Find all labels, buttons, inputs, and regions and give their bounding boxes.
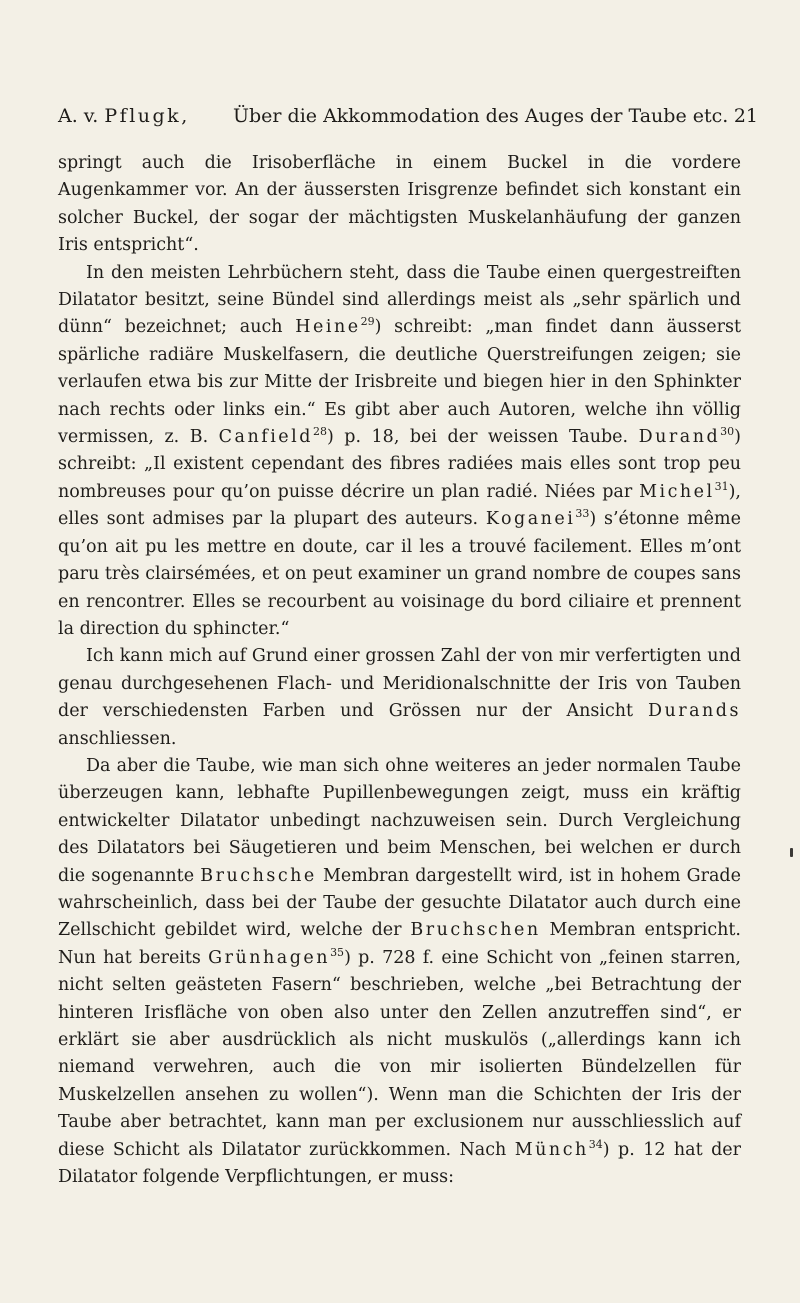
paragraph-2-text-6: ) s’étonne même qu’on ait pu les mettre en doute, car il les a trouvé facilement. Elles m’ont paru très clairsémées, et on peut examiner un grand nombre de coupes sans en rencontrer. Elles se recourbent au voisinage du bord ciliaire et prennent la direction du sphincter.“ (58, 509, 741, 639)
paragraph-4-text-2: Membran dargestellt wird, ist in hohem Grade wahrscheinlich, dass bei der Taube der gesuchte Dilatator auch durch eine Zellschicht gebildet wird, welche der (58, 865, 741, 941)
margin-mark (790, 848, 793, 857)
author-ref-michel: Michel (639, 481, 715, 502)
paragraph-4-text-4: ) p. 728 f. eine Schicht von „feinen starren, nicht selten geästeten Fasern“ beschrieben, welche „bei Betrachtung der hinteren Irisfläche von oben also unter den Zellen anzutreffen sind“, er erklärt sie aber ausdrücklich als nicht muskulös („allerdings kann ich niemand verwehren, auch die von mir isolierten Bündelzellen für Muskelzellen ansehen zu wollen“). Wenn man die Schichten der Iris der Taube aber betrachtet, kann man per exclusionem nur ausschliesslich auf diese Schicht als Dilatator zurückkommen. Nach (58, 947, 741, 1160)
paragraph-4-text-5: ) p. 12 hat der Dilatator folgende Verpflichtungen, er muss: (58, 1139, 741, 1188)
author-line: A. v. Pflugk, (58, 105, 188, 127)
paragraph-3-text-1: Ich kann mich auf Grund einer grossen Zahl der von mir verfertigten und genau durchgesehenen Flach- und Meridionalschnitte der Iris von Tauben der verschiedensten Farben und Grössen nur der Ansicht (58, 646, 741, 722)
author-initials: A. v. (58, 105, 99, 127)
footnote-ref-29: 29 (360, 315, 375, 329)
paragraph-3-text-2: anschliessen. (58, 728, 177, 749)
footnote-ref-31: 31 (714, 480, 729, 494)
paragraph-4-text-3: Membran entspricht. Nun hat bereits (58, 920, 741, 968)
footnote-ref-33: 33 (575, 507, 590, 521)
paragraph-1-text: springt auch die Irisoberfläche in einem Buckel in die vordere Augenkammer vor. An der äussersten Irisgrenze befindet sich konstant ein solcher Buckel, der sogar der mächtigsten Muskelanhäufung der ganzen Iris entspricht“. (58, 153, 741, 256)
paragraph-2-text-2: ) schreibt: „man findet dann äusserst spärliche radiäre Muskelfasern, die deutliche Querstreifungen zeigen; sie verlaufen etwa bis zur Mitte der Irisbreite und biegen hier in den Sphinkter nach rechts oder links ein.“ Es gibt aber auch Autoren, welche ihn völlig vermissen, z. B. (58, 317, 741, 448)
author-ref-canfield: Canfield (218, 427, 313, 448)
paragraph-1 (58, 150, 741, 260)
footnote-ref-34: 34 (588, 1137, 603, 1151)
paragraph-3 (58, 643, 741, 753)
paragraph-2-text-3: ) p. 18, bei der weissen Taube. (326, 427, 639, 448)
paragraph-2-text-4: ) schreibt: „Il existent cependant des fibres radiées mais elles sont trop peu nombreuses pour qu’on puisse décrire un plan radié. Niées par (58, 427, 741, 502)
paragraph-2-text-5: ), elles sont admises par la plupart des auteurs. (58, 481, 741, 530)
author-ref-koganei: Koganei (485, 509, 576, 530)
author-ref-gruenhagen: Grünhagen (208, 947, 331, 968)
paragraph-2 (58, 260, 741, 644)
running-title: Über die Akkommodation des Auges der Taube etc. (233, 105, 729, 127)
paragraph-4 (58, 753, 741, 1192)
author-ref-bruchschen: Bruchschen (410, 920, 541, 941)
running-head (58, 100, 758, 132)
footnote-ref-28: 28 (312, 425, 327, 439)
page-number: 21 (733, 105, 758, 127)
author-name: Pflugk (104, 105, 182, 127)
author-ref-muench: Münch (514, 1139, 589, 1160)
author-ref-durands: Durands (647, 701, 741, 722)
paragraph-4-text-1: Da aber die Taube, wie man sich ohne weiteres an jeder normalen Taube überzeugen kann, lebhafte Pupillenbewegungen zeigt, muss ein kräftig entwickelter Dilatator unbedingt nachzuweisen sein. Durch Vergleichung des Dilatators bei Säugetieren und beim Menschen, bei welchen er durch die sogenannte (58, 755, 741, 886)
author-ref-durand: Durand (638, 427, 721, 448)
footnote-ref-35: 35 (330, 945, 345, 959)
author-ref-bruchsche: Bruchsche (200, 865, 317, 886)
footnote-ref-30: 30 (720, 425, 735, 439)
body-text (58, 150, 741, 1191)
paragraph-2-text-1: In den meisten Lehrbüchern steht, dass die Taube einen quergestreiften Dilatator besitzt, seine Bündel sind allerdings meist als „sehr spärlich und dünn“ bezeichnet; auch (58, 262, 741, 338)
author-ref-heine: Heine (295, 317, 361, 338)
